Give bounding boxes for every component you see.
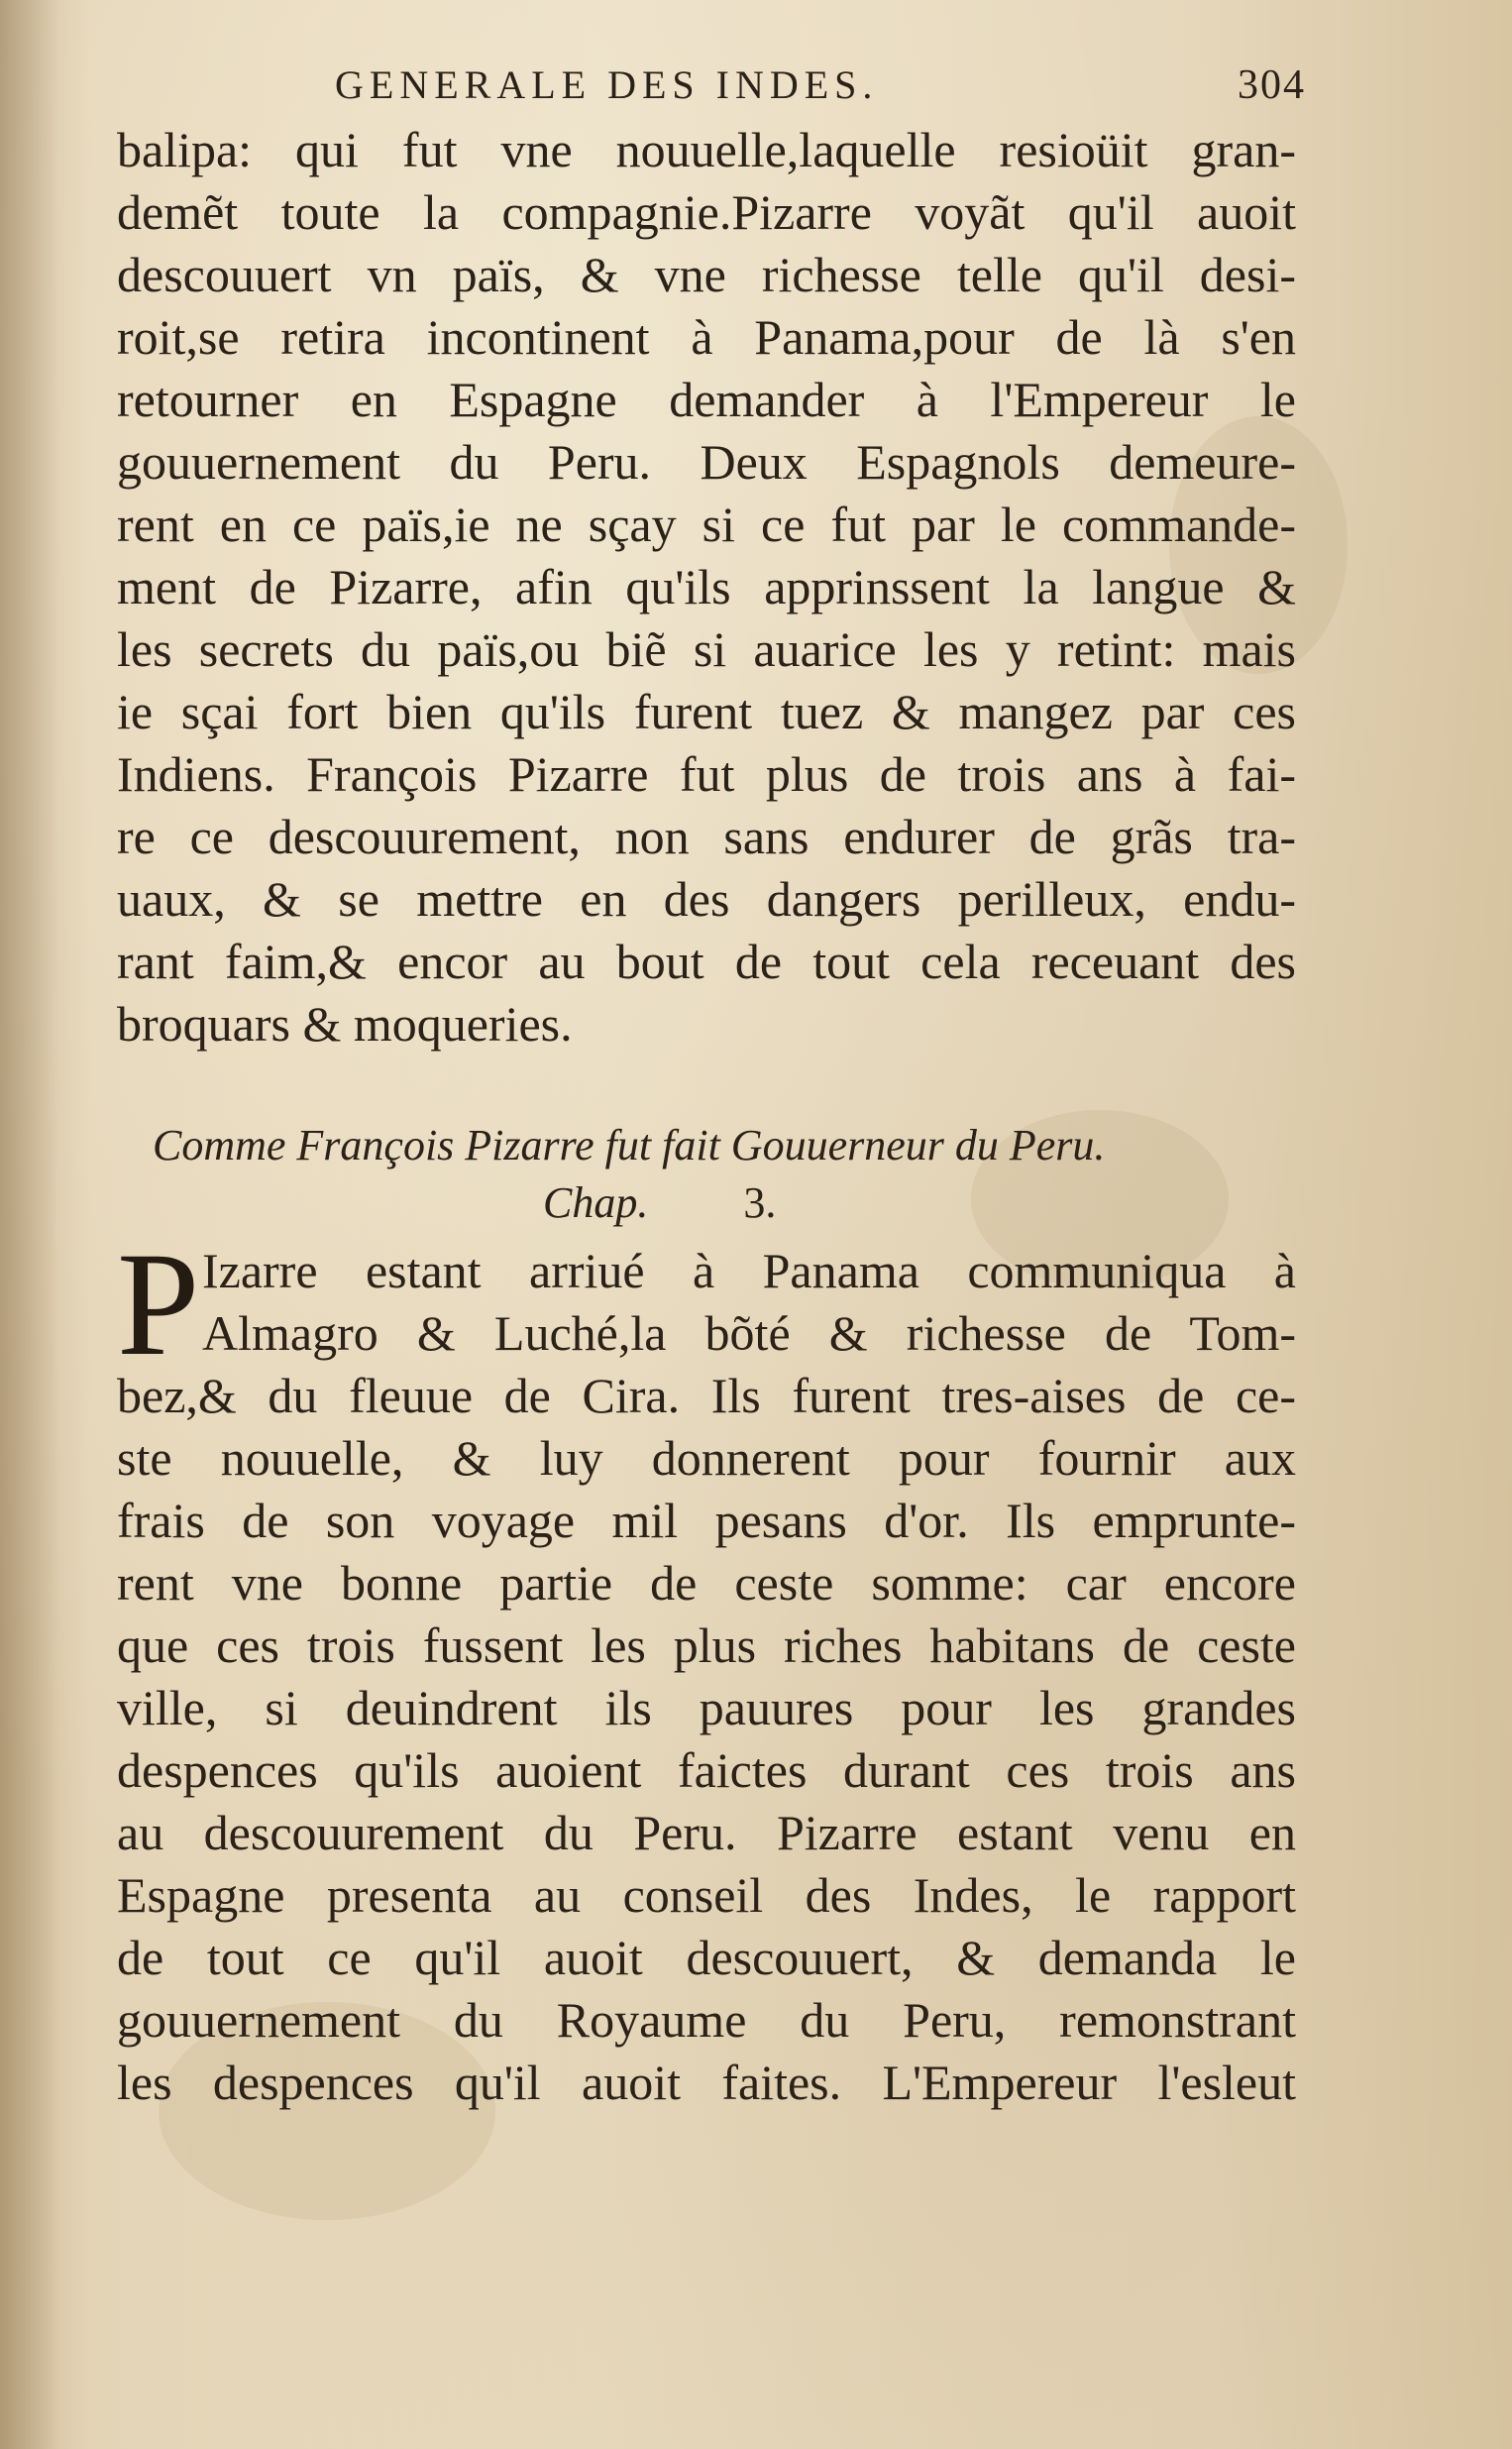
text-line: que ces trois fussent les plus riches habitans de ceste bbox=[117, 1617, 1296, 1673]
text-line: au descouurement du Peru. Pizarre estant venu en bbox=[117, 1805, 1296, 1860]
paragraph-1 bbox=[117, 119, 1306, 1056]
text-line: despences qu'ils auoient faictes durant ces trois ans bbox=[117, 1742, 1296, 1798]
text-line: Espagne presenta au conseil des Indes, le rapport bbox=[117, 1867, 1296, 1923]
text-line: roit,se retira incontinent à Panama,pour de là s'en bbox=[117, 309, 1296, 365]
page-number: 304 bbox=[1238, 62, 1306, 108]
paragraph-2 bbox=[117, 1222, 1306, 2114]
text-line: uaux, & se mettre en des dangers perilleux, endu- bbox=[117, 871, 1296, 927]
text-line: balipa: qui fut vne nouuelle,laquelle resioüit gran- bbox=[117, 122, 1296, 177]
text-line: Izarre estant arriué à Panama communiqua à bbox=[202, 1243, 1296, 1298]
running-head bbox=[117, 57, 1306, 119]
text-line: ment de Pizarre, afin qu'ils apprinssent la langue & bbox=[117, 559, 1296, 614]
text-line: ville, si deuindrent ils pauures pour les grandes bbox=[117, 1680, 1296, 1735]
text-block bbox=[117, 57, 1306, 2114]
chapter-heading: Comme François Pizarre fut fait Gouuerneur du Peru. bbox=[153, 1121, 1106, 1169]
chapter-label: Chap. bbox=[543, 1178, 649, 1227]
text-line: broquars & moqueries. bbox=[117, 996, 573, 1052]
text-line: re ce descouurement, non sans endurer de grãs tra- bbox=[117, 809, 1296, 864]
text-line: de tout ce qu'il auoit descouuert, & demanda le bbox=[117, 1930, 1296, 1985]
text-line: ste nouuelle, & luy donnerent pour fournir aux bbox=[117, 1430, 1296, 1486]
text-line: rant faim,& encor au bout de tout cela receuant des bbox=[117, 934, 1296, 989]
spine-shadow bbox=[0, 0, 59, 2449]
text-line: gouuernement du Royaume du Peru, remonstrant bbox=[117, 1992, 1296, 2048]
text-line: frais de son voyage mil pesans d'or. Ils emprunte- bbox=[117, 1493, 1296, 1548]
text-line: Indiens. François Pizarre fut plus de trois ans à fai- bbox=[117, 746, 1296, 802]
chapter-number-value: 3. bbox=[743, 1178, 777, 1227]
drop-cap: P bbox=[117, 1222, 200, 1387]
text-line: Almagro & Luché,la bõté & richesse de Tom- bbox=[202, 1305, 1296, 1361]
text-line: rent en ce païs,ie ne sçay si ce fut par le commande- bbox=[117, 497, 1296, 552]
text-line: rent vne bonne partie de ceste somme: car encore bbox=[117, 1555, 1296, 1611]
text-line: les despences qu'il auoit faites. L'Empereur l'esleut bbox=[117, 2055, 1296, 2110]
text-line: descouuert vn païs, & vne richesse telle qu'il desi- bbox=[117, 247, 1296, 302]
text-line: bez,& du fleuue de Cira. Ils furent tres-aises de ce- bbox=[117, 1368, 1296, 1423]
running-head-title: GENERALE DES INDES. bbox=[335, 62, 879, 107]
text-line: gouuernement du Peru. Deux Espagnols demeure- bbox=[117, 434, 1296, 490]
chapter-number bbox=[117, 1174, 1306, 1232]
text-line: ie sçai fort bien qu'ils furent tuez & mangez par ces bbox=[117, 684, 1296, 739]
text-line: demẽt toute la compagnie.Pizarre voyãt qu'il auoit bbox=[117, 184, 1296, 240]
text-line: retourner en Espagne demander à l'Empereur le bbox=[117, 372, 1296, 427]
text-line: les secrets du païs,ou biẽ si auarice les y retint: mais bbox=[117, 621, 1296, 677]
